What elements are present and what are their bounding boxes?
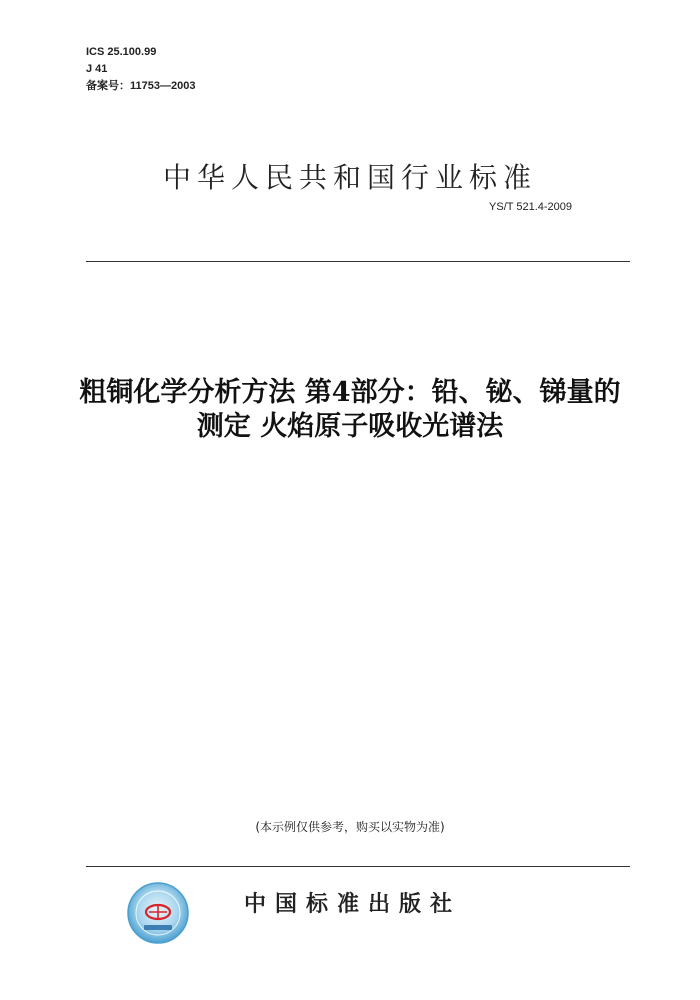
top-divider [86,261,630,262]
document-title-line-1: 粗铜化学分析方法 第4部分：铅、铋、锑量的 [79,377,621,408]
document-title-line-2: 测定 火焰原子吸收光谱法 [196,411,504,442]
publisher-seal-logo [126,881,190,945]
document-title [0,376,700,444]
ics-code: ICS 25.100.99 [86,46,157,58]
bottom-divider [86,866,630,867]
record-number: 备案号：11753—2003 [86,80,196,92]
standard-type-title: 中华人民共和国行业标准 [162,161,537,194]
standard-code: YS/T 521.4-2009 [489,201,572,213]
document-metadata [86,44,195,95]
publisher-name: 中国标准出版社 [244,892,462,917]
classification-code: J 41 [86,63,108,75]
sample-notice: (本示例仅供参考，购买以实物为准) [255,820,445,834]
